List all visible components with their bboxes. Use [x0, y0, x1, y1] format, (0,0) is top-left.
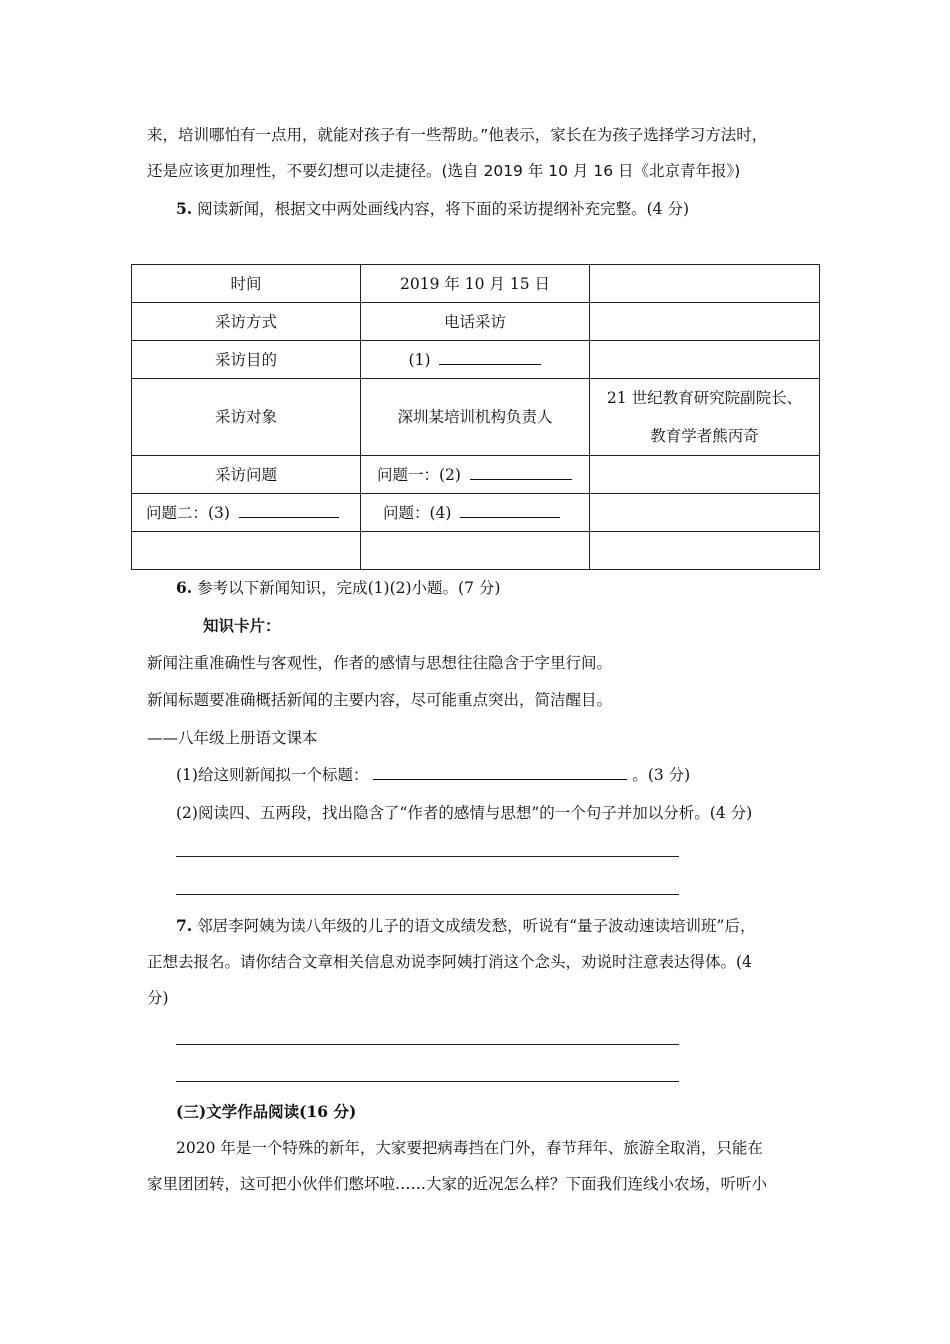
blank-4-label: 问题：(4)	[383, 503, 452, 522]
question-7-line-2: 正想去报名。请你结合文章相关信息劝说李阿姨打消这个念头，劝说时注意表达得体。(4	[147, 953, 752, 971]
answer-line[interactable]	[176, 1081, 679, 1082]
question-two-cell	[132, 494, 361, 532]
answer-blank-1[interactable]	[439, 349, 541, 365]
row-label-time: 时间	[132, 265, 361, 303]
question-one-cell	[361, 456, 590, 494]
answer-blank-2[interactable]	[470, 464, 572, 480]
knowledge-card-line-2: 新闻标题要准确概括新闻的主要内容，尽可能重点突出，简洁醒目。	[147, 691, 613, 709]
answer-line[interactable]	[176, 894, 679, 895]
question-6-sub-2: (2)阅读四、五两段，找出隐含了“作者的感情与思想”的一个句子并加以分析。(4 分)	[176, 804, 753, 822]
question-text: 参考以下新闻知识，完成(1)(2)小题。(7 分)	[197, 579, 501, 597]
table-row	[132, 494, 820, 532]
knowledge-card-line-1: 新闻注重准确性与客观性，作者的感情与思想往往隐含于字里行间。	[147, 654, 613, 672]
table-row	[132, 341, 820, 379]
row-label-purpose: 采访目的	[132, 341, 361, 379]
subject-extra-line-1: 21 世纪教育研究院副院长、	[606, 389, 803, 407]
empty-cell	[590, 532, 820, 570]
question-number: 6.	[176, 578, 193, 597]
subject-extra-cell	[590, 379, 820, 456]
blank-2-label: 问题一：(2)	[377, 465, 461, 484]
table-row	[132, 379, 820, 456]
table-row	[132, 532, 820, 570]
answer-blank-3[interactable]	[239, 502, 339, 518]
knowledge-card-source: ——八年级上册语文课本	[147, 729, 318, 747]
answer-line[interactable]	[176, 1044, 679, 1045]
time-value: 2019 年 10 月 15 日	[361, 265, 590, 303]
table-row	[132, 265, 820, 303]
empty-cell	[590, 456, 820, 494]
subject-extra-line-2: 教育学者熊丙奇	[650, 427, 759, 445]
section-paragraph-line-2: 家里团团转，这可把小伙伴们憋坏啦……大家的近况怎么样？下面我们连线小农场，听听小	[147, 1175, 768, 1193]
section-paragraph-line-1: 2020 年是一个特殊的新年，大家要把病毒挡在门外，春节拜年、旅游全取消，只能在	[176, 1139, 763, 1157]
blank-1-label: (1)	[408, 350, 431, 369]
question-cell	[361, 494, 590, 532]
question-5	[176, 198, 689, 220]
table-row	[132, 456, 820, 494]
question-6	[176, 577, 500, 599]
intro-line-1: 来，培训哪怕有一点用，就能对孩子有一些帮助。”他表示，家长在为孩子选择学习方法时，	[147, 126, 768, 144]
question-text: 邻居李阿姨为读八年级的儿子的语文成绩发愁，听说有“量子波动速读培训班”后，	[197, 917, 756, 935]
answer-blank-4[interactable]	[460, 502, 560, 518]
question-number: 7.	[176, 916, 193, 935]
empty-cell	[132, 532, 361, 570]
question-7-line-3: 分)	[147, 989, 169, 1007]
title-answer-blank[interactable]	[373, 764, 627, 780]
section-title: (三)文学作品阅读(16 分)	[176, 1102, 357, 1121]
sub-1-score: 。(3 分)	[632, 766, 691, 784]
question-number: 5.	[176, 199, 193, 218]
row-label-questions: 采访问题	[132, 456, 361, 494]
empty-cell	[590, 303, 820, 341]
interview-outline-table	[131, 264, 820, 570]
question-text: 阅读新闻，根据文中两处画线内容，将下面的采访提纲补充完整。(4 分)	[197, 200, 690, 218]
intro-line-2: 还是应该更加理性，不要幻想可以走捷径。(选自 2019 年 10 月 16 日《北京青年报》)	[147, 162, 741, 180]
row-label-method: 采访方式	[132, 303, 361, 341]
empty-cell	[590, 494, 820, 532]
method-value: 电话采访	[361, 303, 590, 341]
purpose-blank-cell	[361, 341, 590, 379]
sub-1-prompt: (1)给这则新闻拟一个标题：	[176, 766, 369, 784]
empty-cell	[590, 265, 820, 303]
empty-cell	[590, 341, 820, 379]
answer-line[interactable]	[176, 856, 679, 857]
knowledge-card-title: 知识卡片：	[203, 616, 281, 635]
subject-value: 深圳某培训机构负责人	[361, 379, 590, 456]
question-6-sub-1	[176, 764, 690, 786]
question-7	[176, 915, 755, 937]
empty-cell	[361, 532, 590, 570]
blank-3-label: 问题二：(3)	[146, 503, 230, 522]
table-row	[132, 303, 820, 341]
row-label-subject: 采访对象	[132, 379, 361, 456]
